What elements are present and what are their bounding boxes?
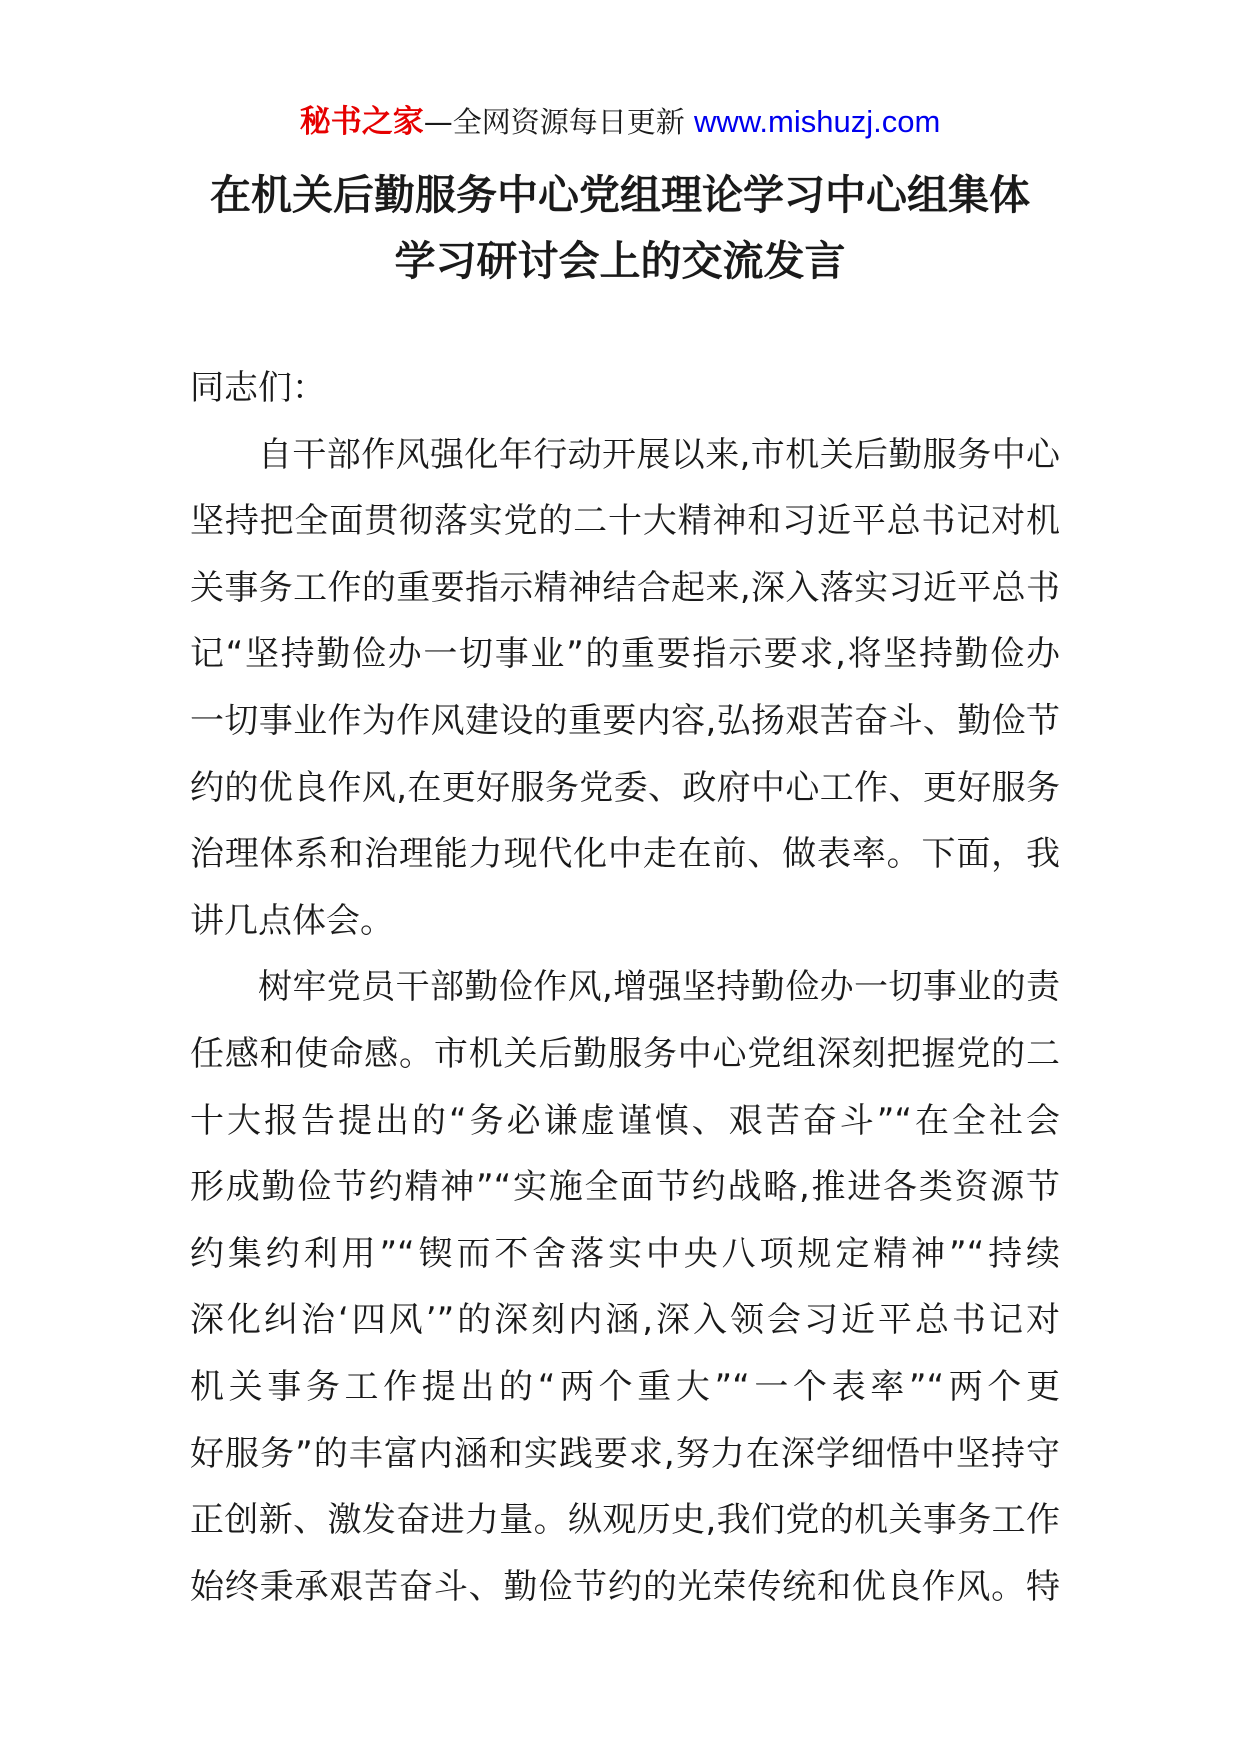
paragraph-1 (190, 422, 1060, 955)
paragraph-line: 机关事务工作提出的“两个重大”“一个表率”“两个更 (190, 1366, 1060, 1407)
salutation: 同志们： (190, 368, 326, 408)
header-slogan: —全网资源每日更新 (423, 105, 685, 139)
site-header (0, 100, 1240, 144)
paragraph-line: 记“坚持勤俭办一切事业”的重要指示要求,将坚持勤俭办 (190, 634, 1060, 675)
paragraph-line: 讲几点体会。 (190, 900, 394, 941)
document-title (150, 162, 1090, 294)
document-body (190, 355, 1060, 1620)
paragraph-line: 始终秉承艰苦奋斗、勤俭节约的光荣传统和优良作风。特 (190, 1566, 1060, 1607)
paragraph-line: 约集约利用”“锲而不舍落实中央八项规定精神”“持续 (190, 1233, 1060, 1274)
paragraph-line: 约的优良作风,在更好服务党委、政府中心工作、更好服务 (190, 767, 1060, 808)
paragraph-line: 任感和使命感。市机关后勤服务中心党组深刻把握党的二 (190, 1033, 1060, 1074)
paragraph-line: 好服务”的丰富内涵和实践要求,努力在深学细悟中坚持守 (190, 1433, 1060, 1474)
title-line-2: 学习研讨会上的交流发言 (394, 237, 846, 285)
paragraph-line: 深化纠治‘四风’”的深刻内涵,深入领会习近平总书记对 (190, 1300, 1060, 1341)
paragraph-line: 正创新、激发奋进力量。纵观历史,我们党的机关事务工作 (190, 1500, 1060, 1541)
brand-name: 秘书之家 (299, 104, 424, 140)
paragraph-line: 树牢党员干部勤俭作风,增强坚持勤俭办一切事业的责 (258, 967, 1060, 1008)
site-url-link[interactable]: www.mishuzj.com (693, 104, 941, 139)
paragraph-line: 十大报告提出的“务必谦虚谨慎、艰苦奋斗”“在全社会 (190, 1100, 1060, 1141)
paragraph-line: 自干部作风强化年行动开展以来,市机关后勤服务中心 (258, 434, 1060, 475)
paragraph-line: 坚持把全面贯彻落实党的二十大精神和习近平总书记对机 (190, 501, 1060, 542)
paragraph-line: 形成勤俭节约精神”“实施全面节约战略,推进各类资源节 (190, 1167, 1060, 1208)
paragraph-line: 治理体系和治理能力现代化中走在前、做表率。下面，我 (190, 834, 1060, 875)
paragraph-2 (190, 954, 1060, 1620)
paragraph-line: 一切事业作为作风建设的重要内容,弘扬艰苦奋斗、勤俭节 (190, 700, 1060, 741)
paragraph-line: 关事务工作的重要指示精神结合起来,深入落实习近平总书 (190, 567, 1060, 608)
title-line-1: 在机关后勤服务中心党组理论学习中心组集体 (210, 171, 1030, 219)
